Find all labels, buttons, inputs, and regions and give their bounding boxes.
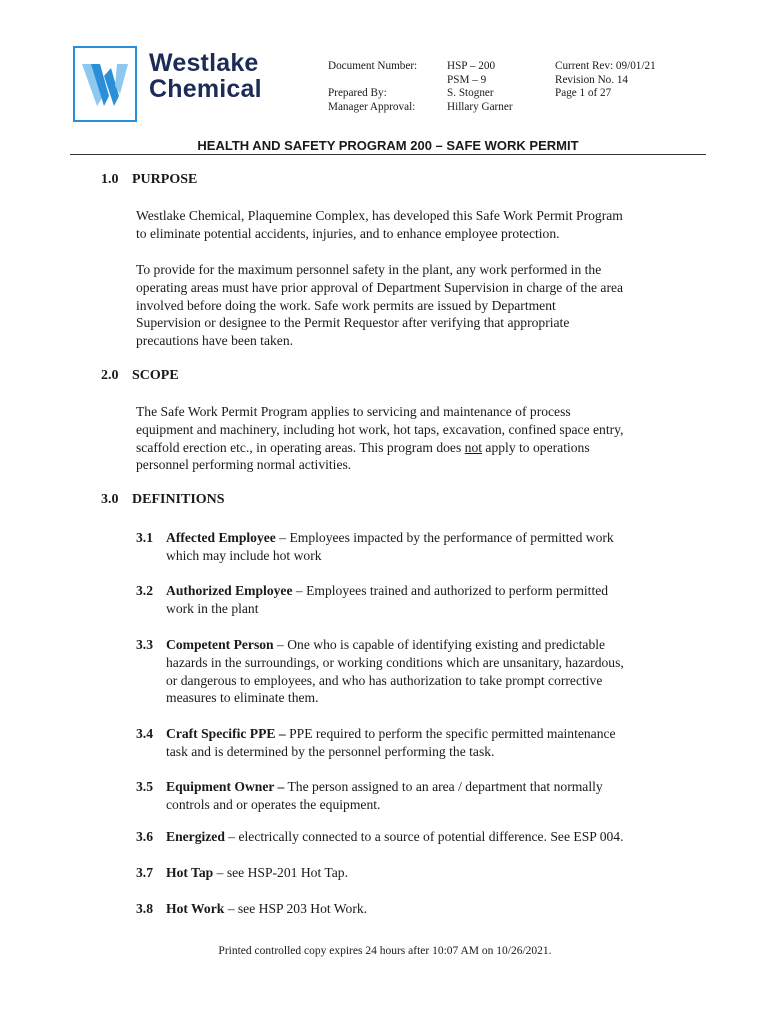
logo-line-2: Chemical: [149, 75, 262, 103]
section-heading-scope: [101, 368, 179, 384]
current-rev: Current Rev: 09/01/21: [555, 60, 656, 72]
text-line: involved before doing the work. Safe work permits are issued by Department: [136, 297, 556, 313]
definition-number: 3.3: [136, 637, 153, 652]
emphasis-not: not: [464, 439, 483, 455]
definition-number: 3.1: [136, 530, 153, 545]
text-line: personnel performing normal activities.: [136, 457, 352, 473]
revision-number: Revision No. 14: [555, 73, 629, 86]
definition-energized: 3.6 Energized – electrically connected to a source of potential difference. See ESP 004.: [136, 829, 624, 844]
manager-approval-label: Manager Approval:: [328, 100, 416, 113]
section-number: 2.0: [101, 368, 119, 383]
document-number-label: Document Number:: [328, 60, 418, 72]
definition-competent-person: 3.3 Competent Person – One who is capable of identifying existing and predictable hazards in the surroundings, or working conditions which are unsanitary, hazardous, or dangerous to employees, and who has authorization to take prompt corrective measures to eliminate them.: [136, 637, 624, 706]
header-revision: [555, 60, 656, 101]
definition-term: Craft Specific PPE –: [166, 726, 286, 741]
westlake-w-logo-icon: [73, 46, 137, 122]
definition-authorized-employee: 3.2 Authorized Employee – Employees trained and authorized to perform permitted work in the plant: [136, 583, 609, 616]
controlled-copy-footer: Printed controlled copy expires 24 hours after 10:07 AM on 10/26/2021.: [218, 945, 552, 957]
definition-term: Energized: [166, 829, 225, 844]
definition-number: 3.5: [136, 779, 153, 794]
definition-hot-work: 3.8 Hot Work – see HSP 203 Hot Work.: [136, 901, 368, 916]
text-line: operating areas must have prior approval of Department Supervision in charge of the area: [136, 279, 624, 295]
definition-hot-tap: 3.7 Hot Tap – see HSP-201 Hot Tap.: [136, 865, 348, 880]
definition-number: 3.8: [136, 901, 153, 916]
company-logo: [73, 46, 263, 122]
page-number: Page 1 of 27: [555, 87, 612, 100]
text-line: Supervision or designee to the Permit Requestor after verifying that appropriate: [136, 315, 570, 331]
scope-paragraph: [136, 403, 696, 474]
document-number-hsp: HSP – 200: [447, 60, 496, 72]
section-number: 1.0: [101, 172, 119, 187]
definition-term: Equipment Owner –: [166, 779, 285, 794]
definition-number: 3.6: [136, 829, 153, 844]
document-number-psm: PSM – 9: [447, 73, 487, 86]
text-line: To provide for the maximum personnel safety in the plant, any work performed in the: [136, 262, 602, 277]
header-labels: [328, 60, 417, 114]
prepared-by-value: S. Stogner: [447, 87, 494, 100]
definition-craft-specific-ppe: 3.4 Craft Specific PPE – PPE required to perform the specific permitted maintenance task and is determined by the personnel performing the task.: [136, 726, 616, 759]
text-line: to eliminate potential accidents, injuries, and to enhance employee protection.: [136, 225, 560, 241]
text-line: Westlake Chemical, Plaquemine Complex, has developed this Safe Work Permit Program: [136, 208, 623, 223]
section-heading-purpose: [101, 172, 197, 188]
section-title: PURPOSE: [132, 172, 198, 187]
prepared-by-label: Prepared By:: [328, 87, 387, 100]
text-line: scaffold erection etc., in operating areas. This program does not apply to operations: [136, 439, 590, 455]
definition-term: Hot Work: [166, 901, 225, 916]
definition-term: Competent Person: [166, 637, 274, 652]
page-title: HEALTH AND SAFETY PROGRAM 200 – SAFE WORK PERMIT: [197, 138, 579, 153]
definition-number: 3.2: [136, 583, 153, 598]
manager-approval-value: Hillary Garner: [447, 100, 513, 113]
section-number: 3.0: [101, 492, 119, 507]
section-heading-definitions: [101, 492, 225, 508]
definition-term: Authorized Employee: [166, 583, 293, 598]
text-line: precautions have been taken.: [136, 333, 294, 349]
definition-number: 3.7: [136, 865, 153, 880]
logo-line-1: Westlake: [149, 49, 259, 77]
definition-number: 3.4: [136, 726, 153, 741]
logo-wordmark: [149, 50, 262, 102]
definition-term: Hot Tap: [166, 865, 214, 880]
header-values: [447, 60, 513, 114]
purpose-paragraph-2: [136, 261, 696, 350]
definition-equipment-owner: 3.5 Equipment Owner – The person assigned to an area / department that normally controls and or operates the equipment.: [136, 779, 603, 812]
definition-term: Affected Employee: [166, 530, 276, 545]
section-title: SCOPE: [132, 368, 179, 383]
definition-affected-employee: 3.1 Affected Employee – Employees impacted by the performance of permitted work which may include hot work: [136, 530, 614, 563]
section-title: DEFINITIONS: [132, 492, 225, 507]
purpose-paragraph-1: [136, 207, 696, 243]
title-divider: [70, 154, 706, 155]
text-line: equipment and machinery, including hot work, hot taps, excavation, confined space entry,: [136, 421, 624, 437]
text-line: The Safe Work Permit Program applies to servicing and maintenance of process: [136, 404, 571, 419]
